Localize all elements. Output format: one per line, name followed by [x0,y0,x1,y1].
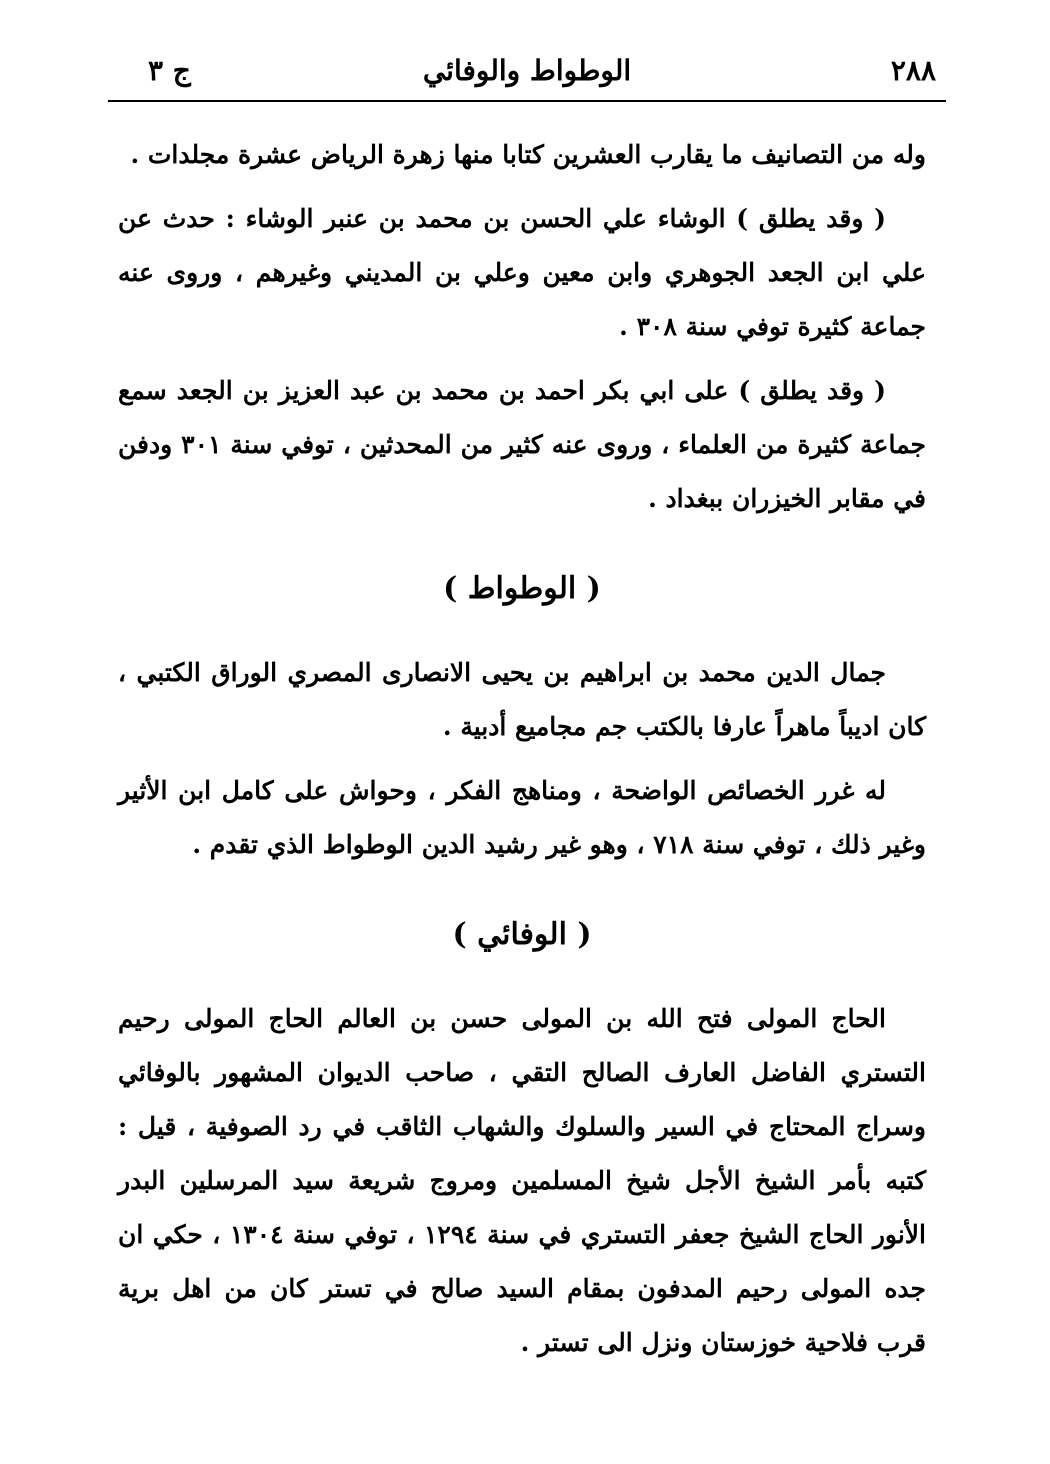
paragraph-5: له غرر الخصائص الواضحة ، ومناهج الفكر ، وحواش على كامل ابن الأثير وغير ذلك ، توفي سنة ٧١٨ ، وهو غير رشيد الدين الوطواط الذي تقدم . [118,776,926,859]
section-title-alwafai: ( الوفائي ) [452,917,592,952]
paragraph-4: جمال الدين محمد بن ابراهيم بن يحيى الانصارى المصري الوراق الكتبي ، كان اديباً ماهراً عارفا بالكتب جم مجاميع أدبية . [118,658,926,741]
page-number: ٢٨٨ [890,54,936,87]
paragraph-1: وله من التصانيف ما يقارب العشرين كتابا منها زهرة الرياض عشرة مجلدات . [130,140,926,169]
page-body [118,128,926,1380]
paragraph-6: الحاج المولى فتح الله بن المولى حسن بن العالم الحاج المولى رحيم التستري الفاضل العارف الصالح التقي ، صاحب الديوان المشهور بالوفائي وسراج المحتاج في السير والسلوك والشهاب الثاقب في رد الصوفية ، قيل : كتبه بأمر الشيخ الأجل شيخ المسلمين ومروج شريعة سيد المرسلين البدر الأنور الحاج الشيخ جعفر التستري في سنة ١٢٩٤ ، توفي سنة ١٣٠٤ ، حكي ان جده المولى رحيم المدفون بمقام السيد صالح في تستر كان من اهل برية قرب فلاحية خوزستان ونزل الى تستر . [118,1004,926,1357]
section-title-alwatwat: ( الوطواط ) [443,571,601,606]
paragraph-2: ( وقد يطلق ) الوشاء علي الحسن بن محمد بن عنبر الوشاء : حدث عن علي ابن الجعد الجوهري وابن معين وعلي بن المديني وغيرهم ، وروى عنه جماعة كثيرة توفي سنة ٣٠٨ . [118,204,926,341]
volume-label: ج ٣ [148,54,191,87]
page-header [108,52,946,102]
running-title: الوطواط والوفائي [422,54,632,87]
paragraph-3: ( وقد يطلق ) على ابي بكر احمد بن محمد بن عبد العزيز بن الجعد سمع جماعة كثيرة من العلماء ، وروى عنه كثير من المحدثين ، توفي سنة ٣٠١ ودفن في مقابر الخيزران ببغداد . [118,376,926,513]
